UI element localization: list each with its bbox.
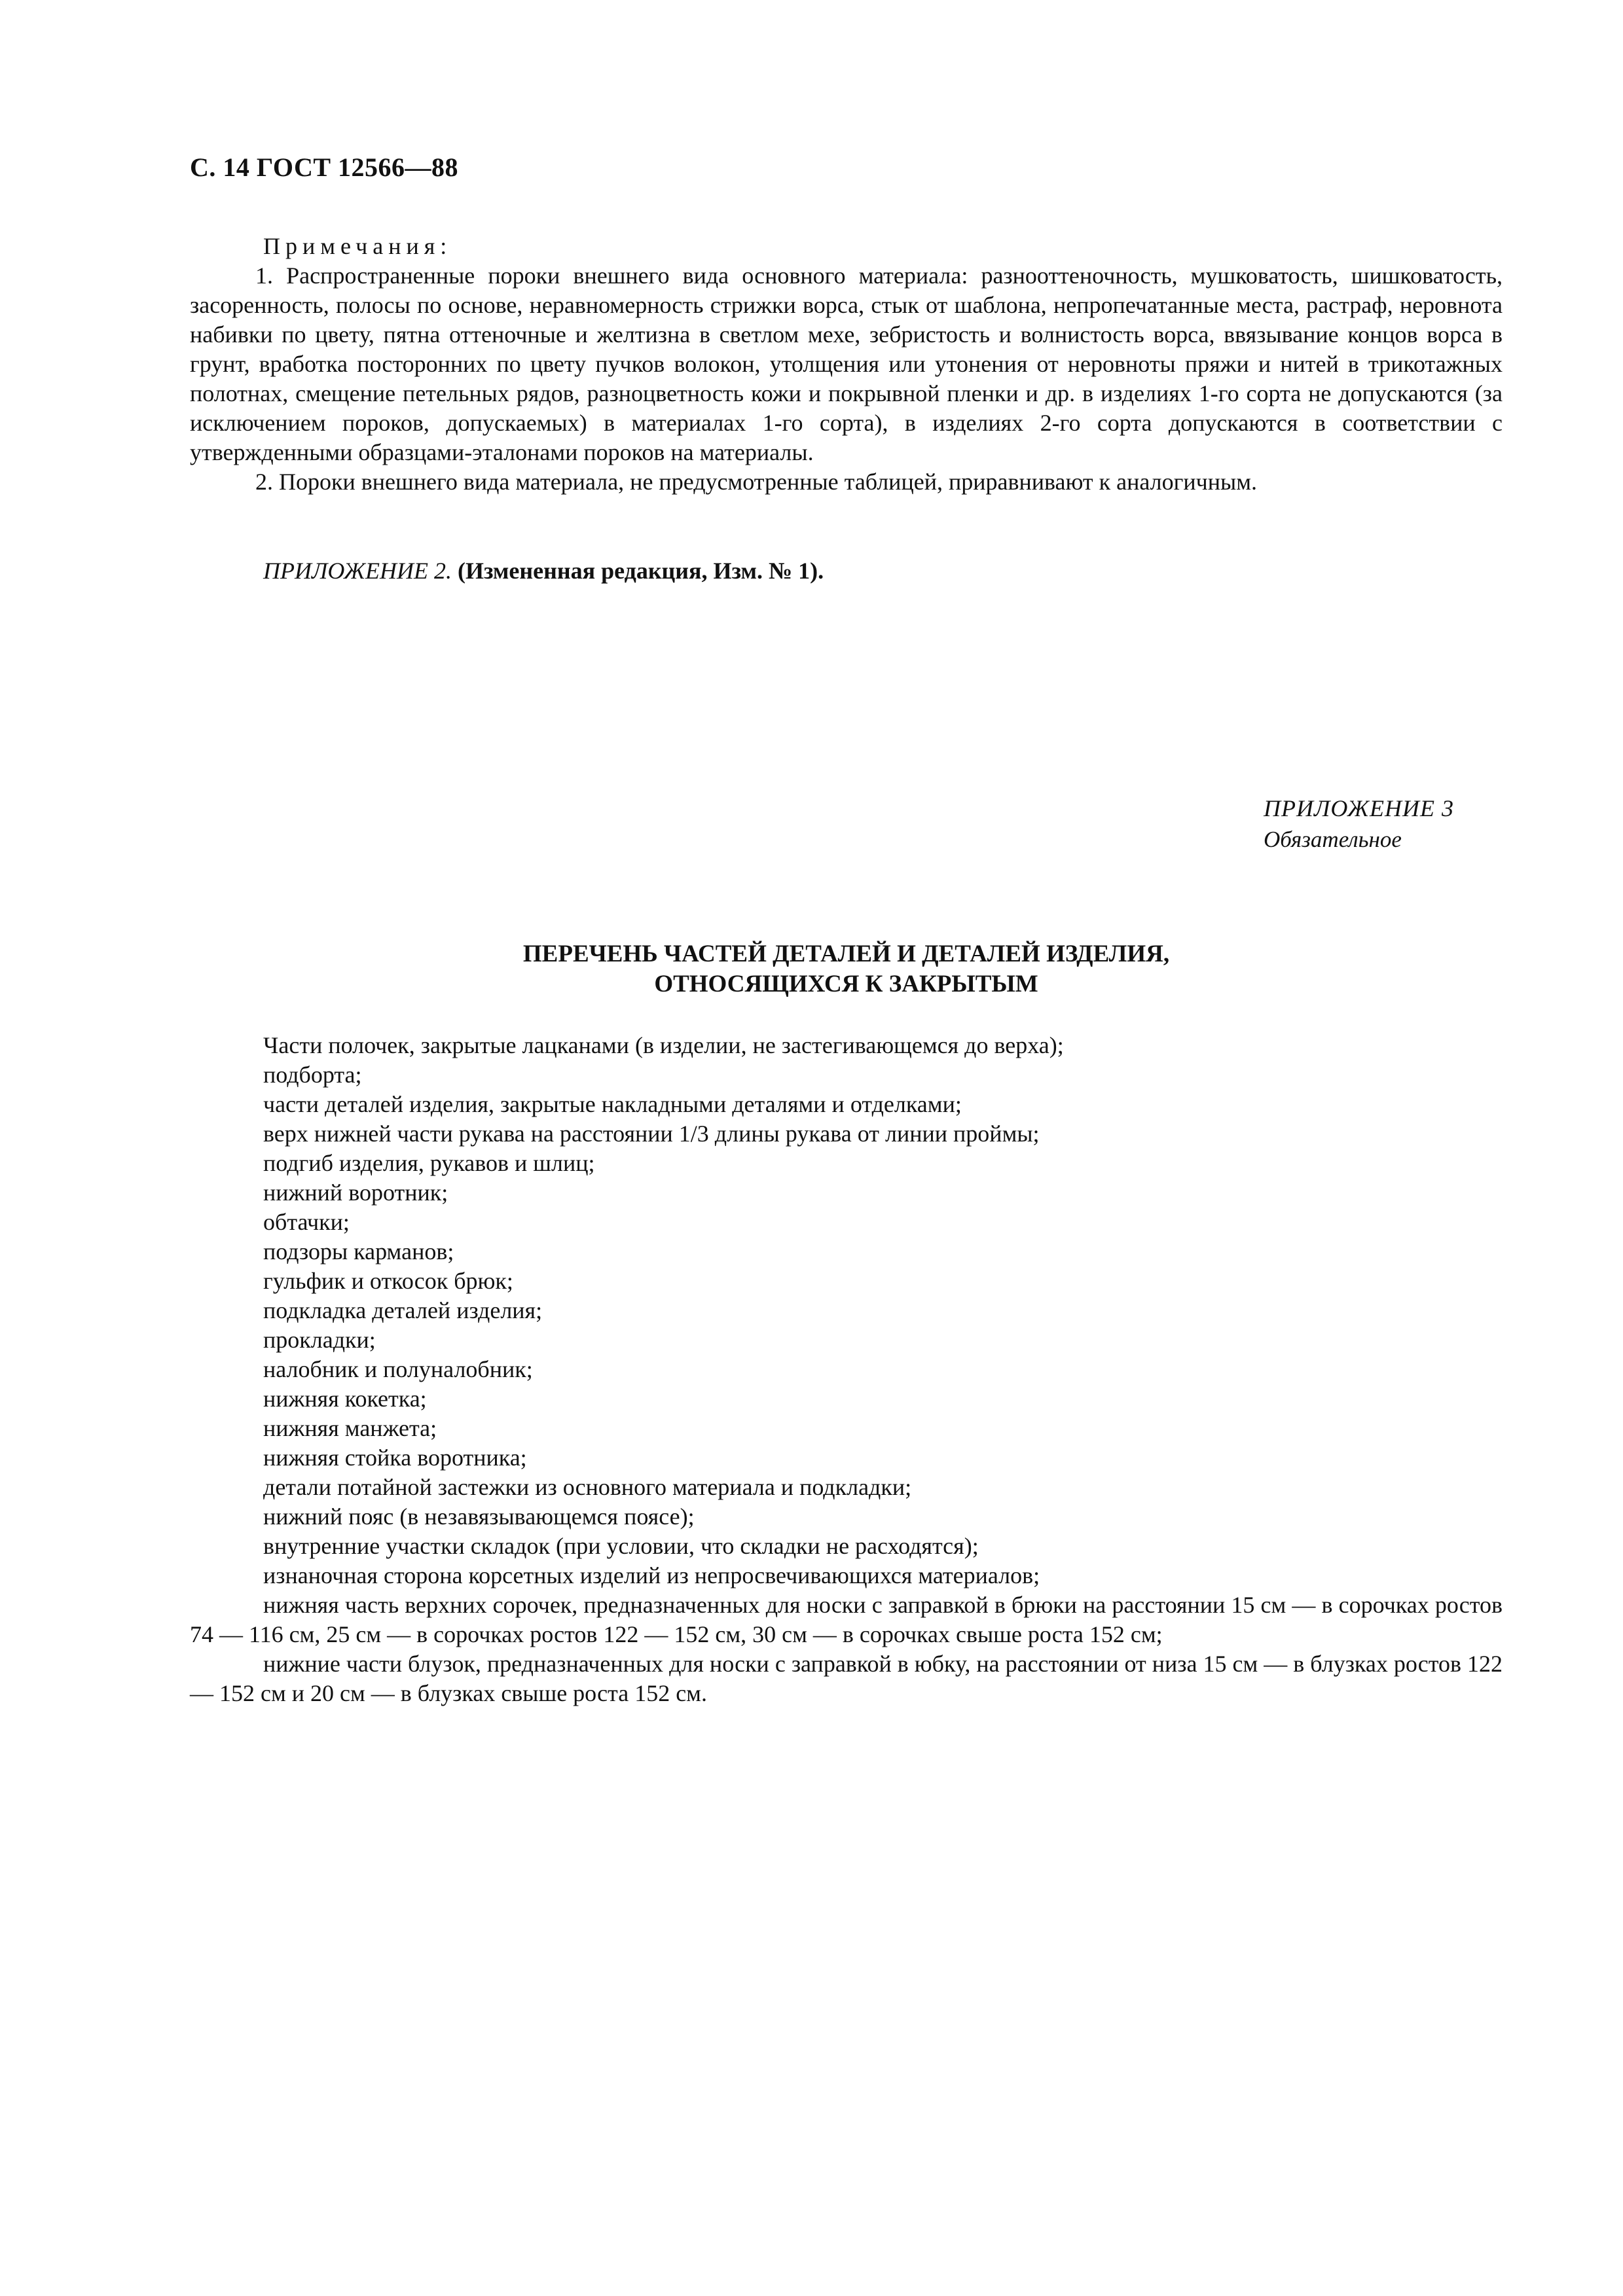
list-item: подкладка деталей изделия; bbox=[263, 1297, 543, 1323]
appendix-3-heading bbox=[1264, 793, 1454, 855]
list-item: подгиб изделия, рукавов и шлиц; bbox=[263, 1150, 595, 1176]
appendix-2-label: ПРИЛОЖЕНИЕ 2. bbox=[263, 558, 452, 584]
list-item: нижний пояс (в незавязывающемся поясе); bbox=[263, 1503, 695, 1530]
section-title-line-1: ПЕРЕЧЕНЬ ЧАСТЕЙ ДЕТАЛЕЙ И ДЕТАЛЕЙ ИЗДЕЛИЯ, bbox=[522, 941, 1170, 967]
list-item: детали потайной застежки из основного материала и подкладки; bbox=[263, 1474, 912, 1500]
notes-block bbox=[190, 232, 1503, 497]
list-item: части деталей изделия, закрытые накладными деталями и отделками; bbox=[263, 1091, 962, 1117]
appendix-3-label: ПРИЛОЖЕНИЕ 3 bbox=[1264, 795, 1454, 821]
appendix-2-revision: (Измененная редакция, Изм. № 1). bbox=[457, 558, 824, 584]
list-item: обтачки; bbox=[263, 1209, 350, 1235]
list-item: изнаночная сторона корсетных изделий из непросвечивающихся материалов; bbox=[263, 1562, 1040, 1588]
page-header: С. 14 ГОСТ 12566—88 bbox=[190, 152, 459, 182]
list-item: гульфик и откосок брюк; bbox=[263, 1268, 513, 1294]
list-item: верх нижней части рукава на расстоянии 1/3 длины рукава от линии проймы; bbox=[263, 1121, 1040, 1147]
note-2: 2. Пороки внешнего вида материала, не предусмотренные таблицей, приравнивают к аналогичным. bbox=[255, 469, 1258, 495]
document-page bbox=[190, 0, 1503, 2296]
closed-parts-list bbox=[190, 1031, 1503, 1708]
list-item: нижний воротник; bbox=[263, 1179, 448, 1206]
list-paragraph-shirts: нижняя часть верхних сорочек, предназначенных для носки с заправкой в брюки на расстоянии 15 см — в сорочках ростов 74 — 116 см, 25 см — в сорочках ростов 122 — 152 см, 30 см — в сорочках свыше роста 152 см; bbox=[190, 1592, 1503, 1647]
section-title bbox=[190, 939, 1503, 999]
list-item: налобник и полуналобник; bbox=[263, 1356, 533, 1382]
list-item: нижняя кокетка; bbox=[263, 1386, 427, 1412]
list-item: подзоры карманов; bbox=[263, 1238, 454, 1265]
list-item: Части полочек, закрытые лацканами (в изделии, не застегивающемся до верха); bbox=[263, 1032, 1064, 1058]
list-item: внутренние участки складок (при условии, что складки не расходятся); bbox=[263, 1533, 979, 1559]
section-title-line-2: ОТНОСЯЩИХСЯ К ЗАКРЫТЫМ bbox=[654, 971, 1038, 997]
note-1: 1. Распространенные пороки внешнего вида основного материала: разнооттеночность, мушковатость, шишковатость, засоренность, полосы по основе, неравномерность стрижки ворса, стык от шаблона, непропечатанные места, растраф, неровнота набивки по цвету, пятна оттеночные и желтизна в светлом мехе, зебристость и волнистость ворса, ввязывание концов ворса в грунт, вработка посторонних по цвету пучков волокон, утолщения или утонения от неровноты пряжи и нитей в трикотажных полотнах, смещение петельных рядов, разноцветность кожи и покрывной пленки и др. в изделиях 1-го сорта не допускаются (за исключением пороков, допускаемых) в материалах 1-го сорта), в изделиях 2-го сорта допускаются в соответствии с утвержденными образцами-эталонами пороков на материалы. bbox=[190, 262, 1503, 465]
list-paragraph-blouses: нижние части блузок, предназначенных для носки с заправкой в юбку, на расстоянии от низа 15 см — в блузках ростов 122 — 152 см и 20 см — в блузках свыше роста 152 см. bbox=[190, 1651, 1503, 1706]
appendix-2-reference bbox=[263, 556, 824, 586]
list-item: подборта; bbox=[263, 1062, 362, 1088]
list-item: прокладки; bbox=[263, 1327, 376, 1353]
appendix-3-status: Обязательное bbox=[1264, 827, 1402, 852]
notes-title: Примечания: bbox=[263, 233, 452, 259]
list-item: нижняя стойка воротника; bbox=[263, 1444, 527, 1471]
list-item: нижняя манжета; bbox=[263, 1415, 437, 1441]
